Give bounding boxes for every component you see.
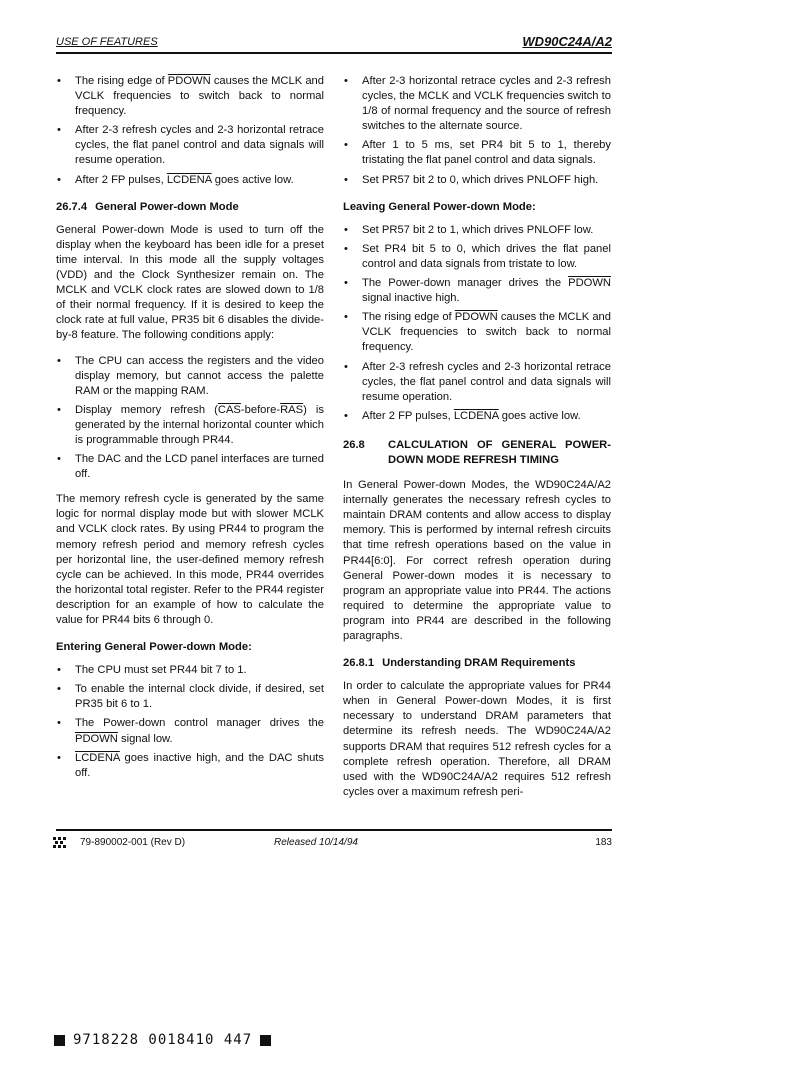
header-section-title: USE OF FEATURES: [56, 36, 158, 48]
signal-name: LCDENA: [166, 173, 212, 186]
list-item: • Display memory refresh $(\overline{CAS}-before-\overline{RAS})$ is generated by the internal horizontal counter which is programmable through PR44.: [56, 403, 324, 448]
leaving-bullet-list: [343, 223, 611, 424]
signal-name: LCDENA: [453, 409, 499, 422]
list-item: • The CPU can access the registers and the video display memory, but cannot access the palette RAM or the mapping RAM.: [56, 354, 324, 399]
list-item: • Set PR57 bit 2 to 0, which drives PNLOFF high.: [343, 173, 611, 188]
conditions-bullet-list: [56, 354, 324, 483]
signal-name: LCDENA: [75, 751, 120, 764]
top-bullet-list: [343, 74, 611, 188]
section-number: 26.8: [343, 438, 365, 451]
paragraph: The memory refresh cycle is generated by the same logic for normal display mode but with slower MCLK and VCLK clock rates. By using PR44 to program the memory refresh period and memory refresh cycles per horizontal line, the user-defined memory refresh cycle can be achieved. In this mode, PR44 overrides the horizontal total register. Refer to the PR44 register description for an example of how to calculate the value for PR44 bits 6 through 0.: [56, 493, 324, 626]
list-item: • Set PR57 bit 2 to 1, which drives PNLOFF low.: [343, 223, 611, 238]
list-item: • After 2-3 refresh cycles and 2-3 horizontal retrace cycles, the flat panel control and data signals will resume operation.: [343, 360, 611, 405]
barcode-block-right: [260, 1035, 271, 1046]
signal-name: PDOWN: [75, 732, 118, 745]
barcode-digits: 9718228 0018410 447: [73, 1032, 253, 1048]
list-item: • After 2-3 refresh cycles and 2-3 horizontal retrace cycles, the flat panel control and data signals will resume operation.: [56, 123, 324, 168]
subheading-entering: Entering General Power-down Mode:: [56, 641, 252, 654]
list-item: • LCDENA goes inactive high, and the DAC shuts off.: [56, 751, 324, 781]
header-product-name: WD90C24A/A2: [522, 34, 612, 49]
list-item: • The Power-down control manager drives the PDOWN signal low.: [56, 716, 324, 746]
signal-name: PDOWN: [167, 75, 211, 87]
section-heading: [56, 200, 324, 215]
barcode-strip: [54, 1030, 271, 1050]
footer-rule: [56, 829, 612, 831]
list-item: • The DAC and the LCD panel interfaces are turned off.: [56, 452, 324, 482]
section-number: 26.7.4: [56, 200, 88, 213]
release-date: Released 10/14/94: [274, 837, 358, 848]
list-item: • After 2 FP pulses, LCDENA goes active low.: [343, 409, 611, 424]
list-item: • Set PR4 bit 5 to 0, which drives the flat panel control and data signals from tristate to low.: [343, 242, 611, 272]
barcode-block-left: [54, 1035, 65, 1046]
document-id: 79-890002-001 (Rev D): [80, 837, 186, 848]
signal-name: PDOWN: [454, 311, 498, 324]
signal-name: PDOWN: [568, 277, 611, 290]
list-item: • The Power-down manager drives the PDOWN signal inactive high.: [343, 276, 611, 306]
list-item: • After 2-3 horizontal retrace cycles and 2-3 refresh cycles, the MCLK and VCLK frequencies switch to 1/8 of normal frequency and the source of refresh switches to the alternate source.: [343, 74, 611, 134]
paragraph: In General Power-down Modes, the WD90C24A/A2 internally generates the necessary refresh cycles to maintain DRAM contents and allow access to display memory. This is performed by internal refresh circuits that time refresh operations based on the value in PR44[6:0]. For correct refresh operation during General Power-down modes it is necessary to program an appropriate value into PR44. The actions required to determine the appropriate value to program into PR44 are described in the following paragraphs.: [343, 479, 611, 642]
list-item: • The CPU must set PR44 bit 7 to 1.: [56, 663, 324, 678]
list-item: • The rising edge of PDOWN causes the MCLK and VCLK frequencies to switch back to normal frequency.: [343, 310, 611, 355]
section-title: General Power-down Mode: [95, 200, 239, 213]
list-item: • The rising edge of PDOWN causes the MCLK and VCLK frequencies to switch back to normal frequency.: [56, 74, 324, 119]
list-item: • After 1 to 5 ms, set PR4 bit 5 to 1, thereby tristating the flat panel control and data signals.: [343, 138, 611, 168]
section-heading: [343, 438, 611, 468]
header-rule: [56, 52, 612, 54]
list-item: • After 2 FP pulses, LCDENA goes active low.: [56, 173, 324, 188]
wd-logo-icon: [52, 835, 68, 851]
paragraph: General Power-down Mode is used to turn off the display when the keyboard has been idle for a preset time interval. In this mode all the supply voltages (VDD) and the Clock Synthesizer remain on. The MCLK and VCLK clock rates are slowed down to 1/8 of their normal frequency. If it is desired to keep the clock rate at full value, PR35 bit 6 disables the divide-by-8 feature. The following conditions apply:: [56, 223, 324, 342]
subsection-number: 26.8.1: [343, 657, 375, 670]
signal-name: $\overline{CAS}$: [217, 403, 241, 416]
list-item: • To enable the internal clock divide, if desired, set PR35 bit 6 to 1.: [56, 682, 324, 712]
subsection-heading: [343, 656, 611, 671]
intro-bullet-list: [56, 74, 324, 188]
signal-name: $\overline{RAS}$: [280, 403, 304, 416]
page-footer: [56, 834, 612, 852]
page-number: 183: [595, 837, 612, 848]
right-column: [343, 74, 611, 810]
left-column: [56, 74, 324, 791]
subheading-leaving: Leaving General Power-down Mode:: [343, 200, 536, 213]
subsection-title: Understanding DRAM Requirements: [382, 657, 576, 670]
section-title: CALCULATION OF GENERAL POWER-DOWN MODE REFRESH TIMING: [388, 438, 611, 466]
entering-bullet-list: [56, 663, 324, 781]
paragraph: In order to calculate the appropriate values for PR44 when in General Power-down Modes, it is first necessary to understand DRAM parameters that determine its refresh needs. The WD90C24A/A2 supports DRAM that requires 512 refresh cycles for a complete refresh operation. Therefore, all DRAM used with the WD90C24A/A2 requires 512 refresh cycles over a maximum refresh peri-: [343, 680, 611, 798]
